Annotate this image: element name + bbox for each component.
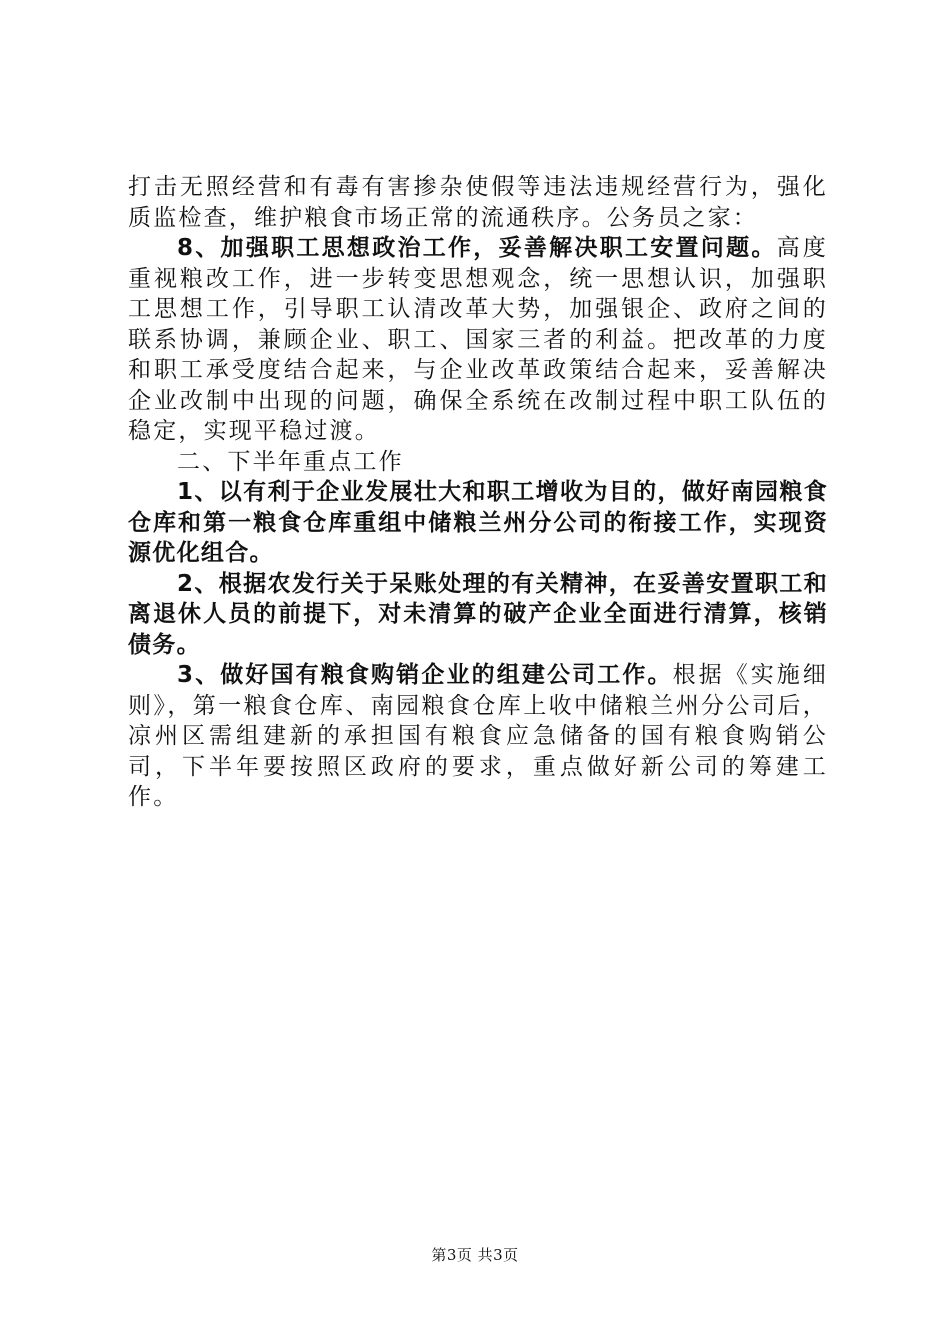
paragraph-text: 高度重视粮改工作，进一步转变思想观念，统一思想认识，加强职工思想工作，引导职工认清改革大势，加强银企、政府之间的联系协调，兼顾企业、职工、国家三者的利益。把改革的力度和职工承受度结合起来，与企业改革政策结合起来，妥善解决企业改制中出现的问题，确保全系统在改制过程中职工队伍的稳定，实现平稳过渡。	[128, 235, 829, 444]
paragraph-item-3	[128, 660, 828, 813]
paragraph-text: 根据《实施细则》，第一粮食仓库、南园粮食仓库上收中储粮兰州分公司后，凉州区需组建新的承担国有粮食应急储备的国有粮食购销公司，下半年要按照区政府的要求，重点做好新公司的筹建工作。	[128, 662, 828, 810]
page-number: 第3页 共3页	[431, 1246, 519, 1264]
paragraph-lead: 8、加强职工思想政治工作，妥善解决职工安置问题。	[177, 235, 777, 261]
paragraph-item-1	[128, 477, 828, 569]
paragraph-lead: 3、做好国有粮食购销企业的组建公司工作。	[177, 662, 673, 688]
section-heading-text: 二、下半年重点工作	[177, 448, 404, 475]
paragraph-item-2	[128, 569, 828, 661]
paragraph-item-8	[128, 233, 828, 447]
page-footer	[0, 1244, 950, 1265]
paragraph-text: 打击无照经营和有毒有害掺杂使假等违法违规经营行为，强化质监检查，维护粮食市场正常的流通秩序。公务员之家：	[128, 174, 828, 231]
section-heading	[128, 447, 828, 478]
paragraph-lead: 2、根据农发行关于呆账处理的有关精神，在妥善安置职工和离退休人员的前提下，对未清算的破产企业全面进行清算，核销债务。	[128, 570, 828, 658]
document-body	[128, 172, 828, 813]
paragraph-continuation	[128, 172, 828, 233]
paragraph-lead: 1、以有利于企业发展壮大和职工增收为目的，做好南园粮食仓库和第一粮食仓库重组中储粮兰州分公司的衔接工作，实现资源优化组合。	[128, 479, 828, 566]
